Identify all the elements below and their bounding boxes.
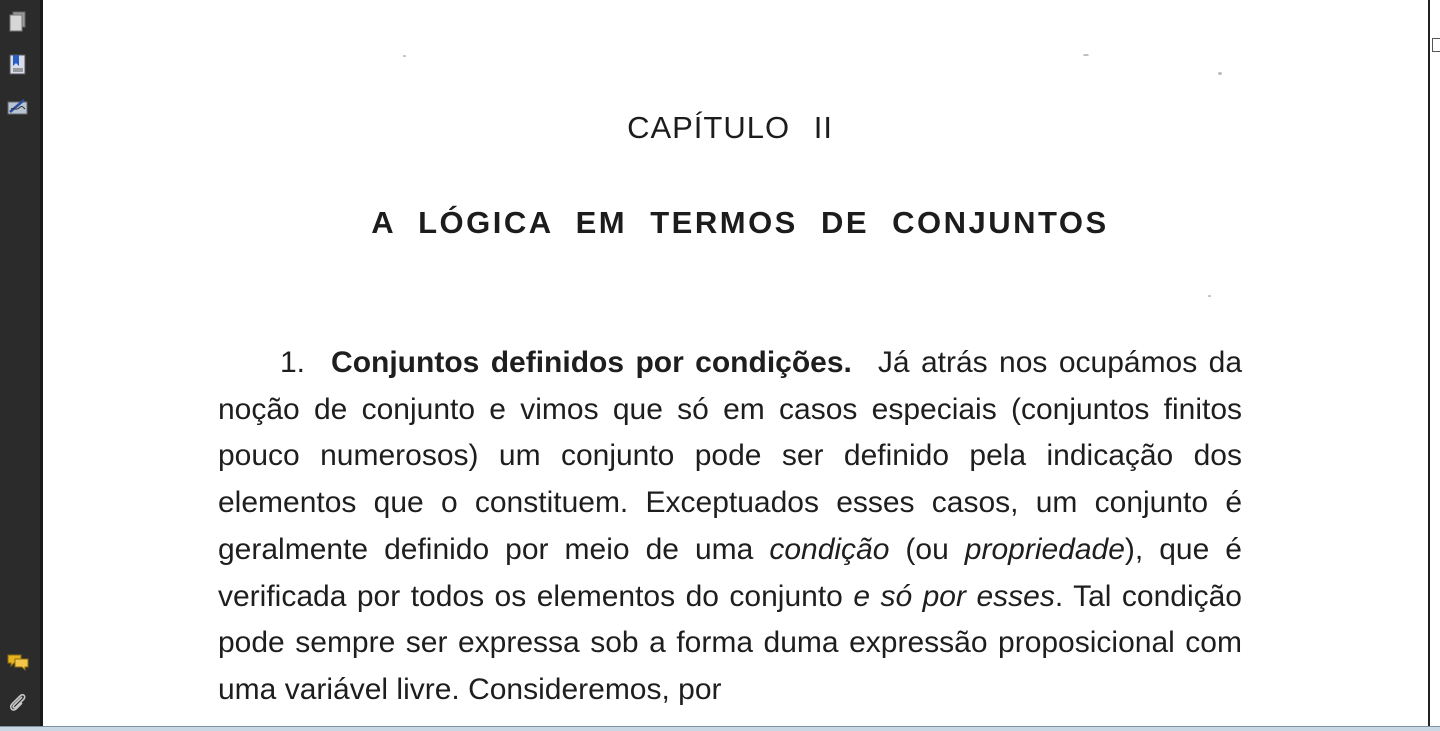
section-number: 1. (280, 346, 306, 379)
paragraph-text: . Tal condição pode sempre ser expressa sob a forma duma expressão proposicional com uma variável livre. Consideremos, por (218, 579, 1242, 706)
chapter-heading: CAPÍTULO II (627, 110, 833, 145)
scrollbar-thumb[interactable] (1432, 38, 1440, 52)
pages-icon[interactable] (6, 10, 30, 34)
italic-term: e só por esses (853, 579, 1055, 613)
paragraph-text: ), que é verificada por todos os elementos do conjunto (218, 532, 1242, 613)
attachments-icon[interactable] (6, 690, 30, 714)
status-bar (0, 726, 1440, 731)
italic-term: propriedade (964, 532, 1125, 566)
scan-speck (1218, 72, 1222, 75)
comments-icon[interactable] (6, 650, 30, 674)
scan-speck (1208, 295, 1211, 297)
paragraph-text: (ou (889, 532, 965, 566)
vertical-scrollbar[interactable] (1428, 0, 1440, 730)
paragraph-text: Já atrás nos ocupámos da noção de conjunto e vimos que só em casos especiais (conjuntos finitos pouco numerosos) um conjunto pode ser definido pela indicação dos elementos que o constituem. Exceptuados esses casos, um conjunto é geralmente definido por meio de uma (218, 346, 1243, 566)
chapter-title: A LÓGICA EM TERMOS DE CONJUNTOS (371, 205, 1109, 240)
scan-speck (403, 55, 406, 57)
section-heading: Conjuntos definidos por condições. (331, 346, 852, 379)
body-paragraph (218, 340, 1242, 714)
bookmarks-icon[interactable] (6, 53, 30, 77)
italic-term: condição (769, 532, 890, 566)
scan-speck (1083, 54, 1089, 56)
